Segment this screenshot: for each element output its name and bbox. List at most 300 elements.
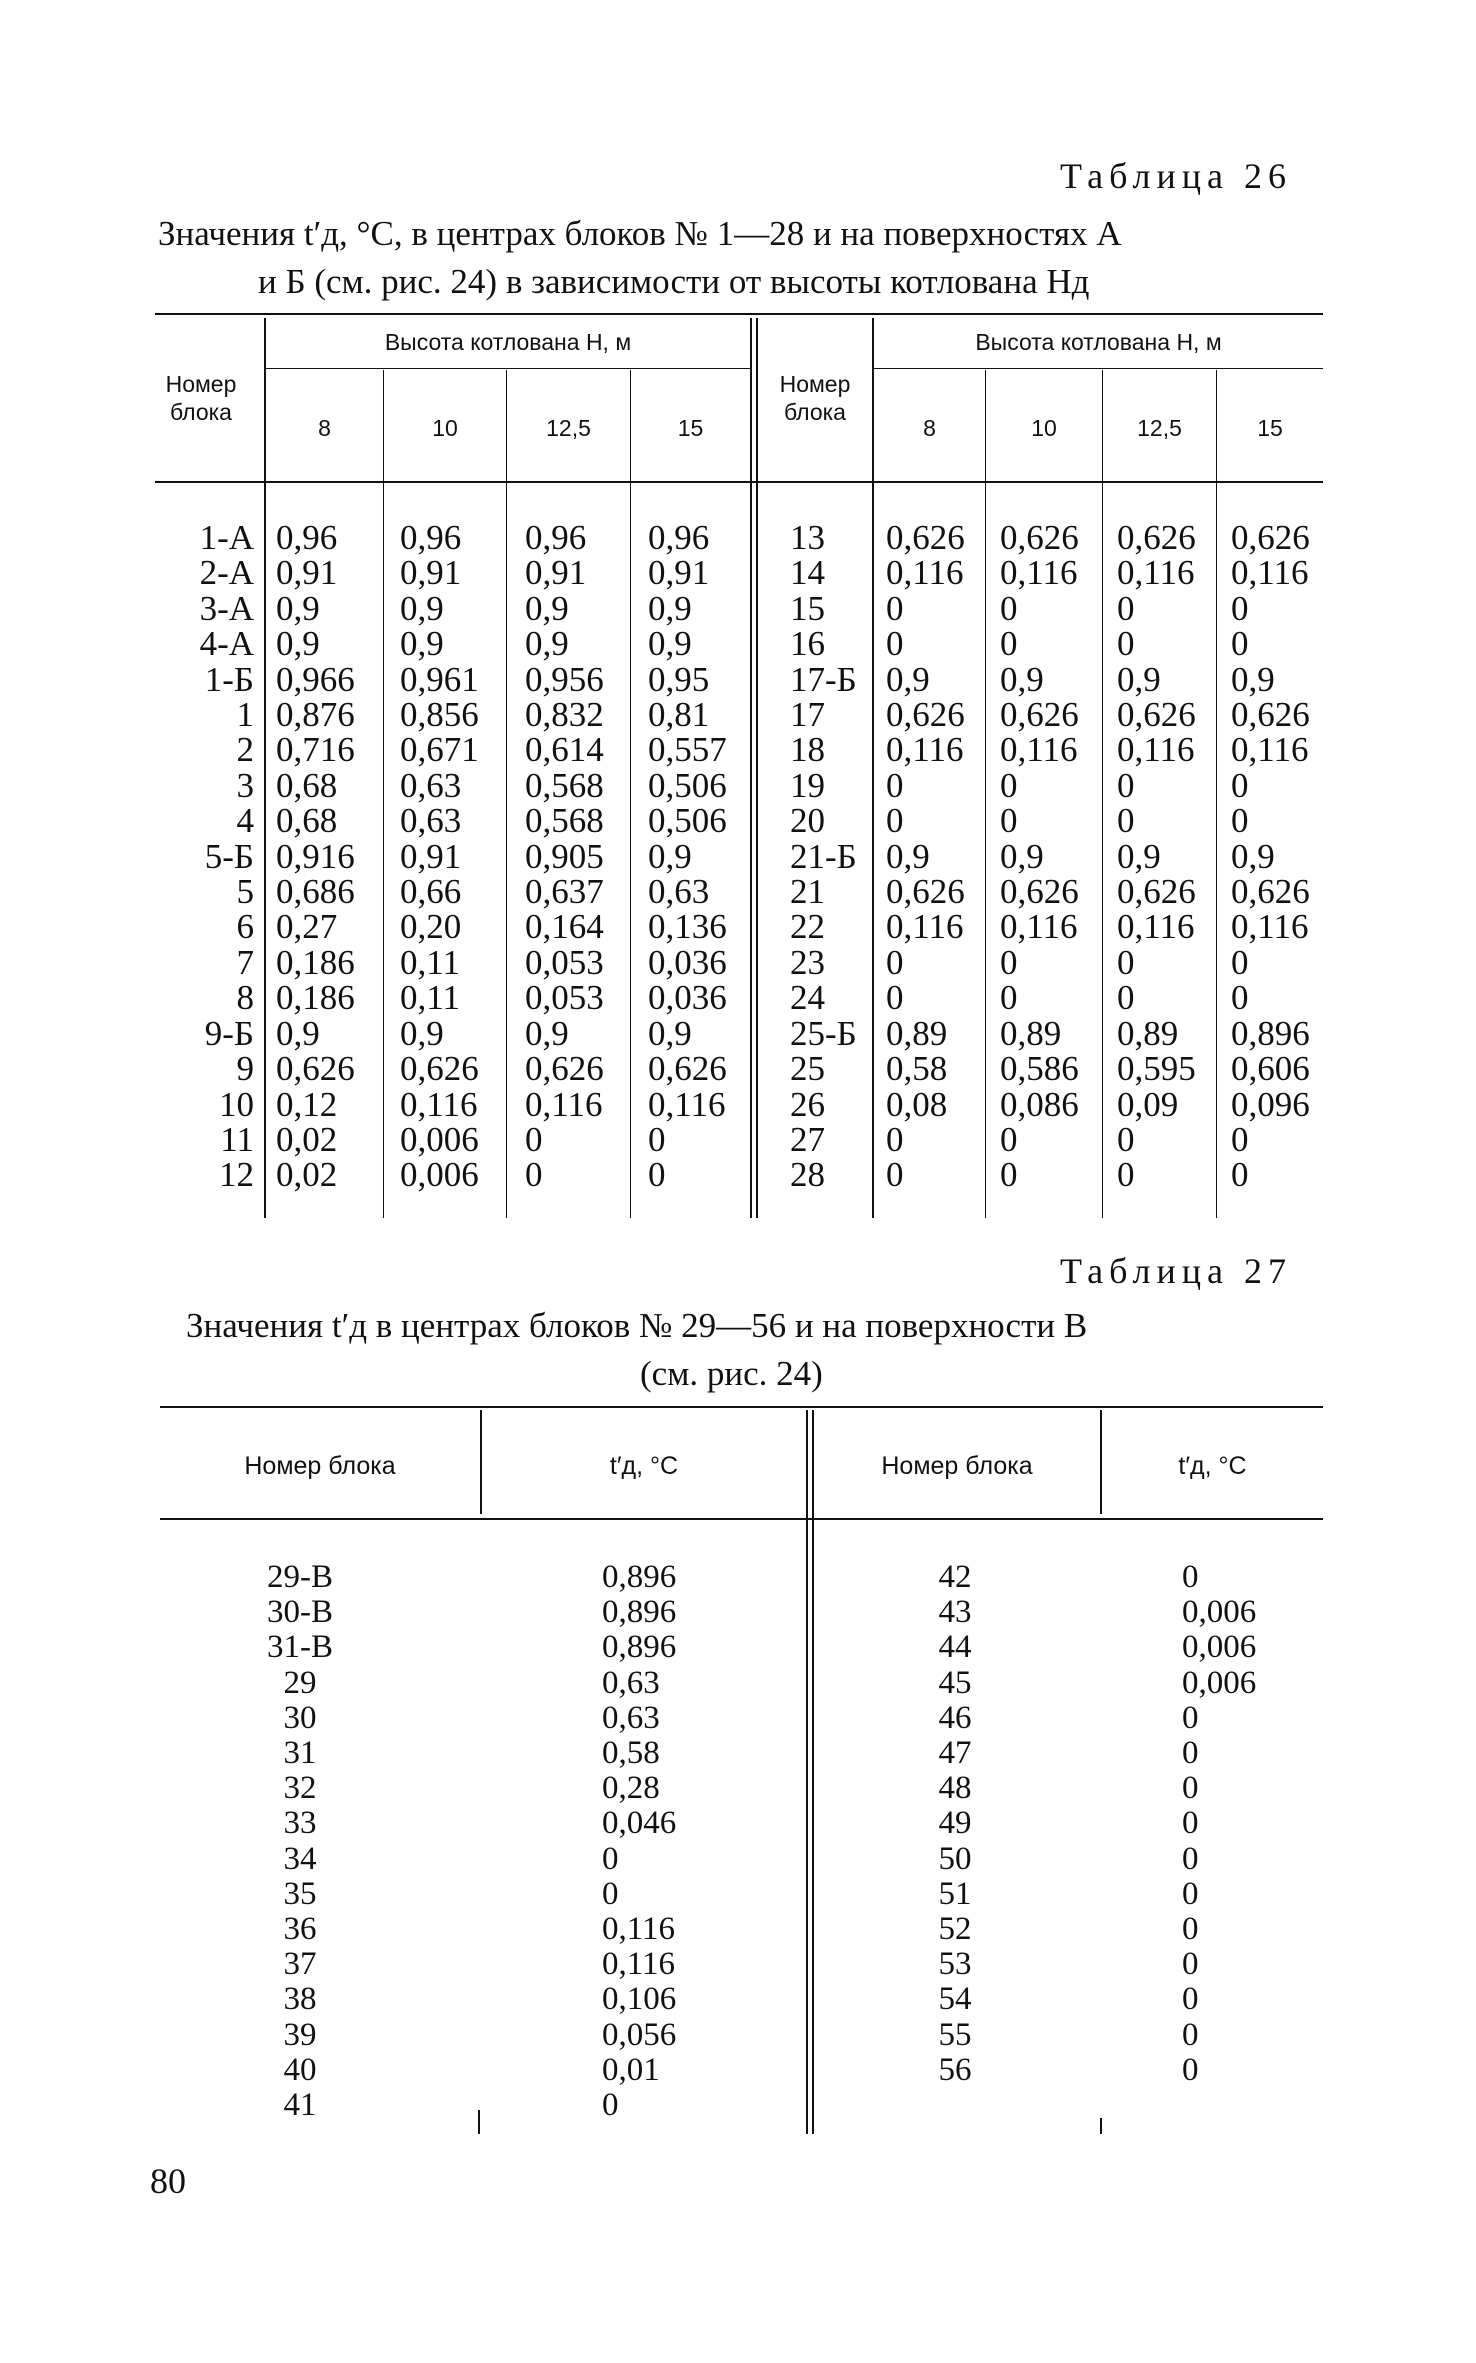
value-cell: 0,905 bbox=[525, 836, 604, 876]
value-cell: 0,96 bbox=[648, 518, 710, 557]
value-cell: 0,9 bbox=[886, 836, 930, 876]
value-cell: 0 bbox=[1117, 765, 1135, 805]
value-cell: 0 bbox=[886, 801, 904, 841]
value-cell: 0,626 bbox=[886, 695, 965, 735]
value-cell: 0 bbox=[602, 1875, 619, 1912]
t27-col-block-right: Номер блока bbox=[881, 1452, 1033, 1480]
block-number-cell: 41 bbox=[283, 2087, 317, 2124]
vrule bbox=[478, 2110, 480, 2134]
value-cell: 0 bbox=[1231, 624, 1249, 664]
value-cell: 0 bbox=[1182, 2051, 1199, 2088]
block-number-cell: 17 bbox=[790, 695, 825, 735]
value-cell: 0,626 bbox=[1231, 695, 1310, 735]
value-cell: 0,006 bbox=[1182, 1664, 1257, 1701]
value-cell: 0,9 bbox=[525, 588, 569, 628]
value-cell: 0,916 bbox=[276, 836, 355, 876]
block-number-cell: 3-А bbox=[199, 588, 254, 628]
block-number-cell: 36 bbox=[283, 1911, 317, 1948]
block-number-cell: 5-Б bbox=[204, 836, 254, 876]
value-cell: 0 bbox=[1182, 1770, 1199, 1807]
block-number-cell: 21-Б bbox=[790, 836, 857, 876]
t27-header-rule bbox=[160, 1518, 1323, 1520]
top-rule bbox=[155, 313, 1323, 315]
value-cell: 0 bbox=[1231, 765, 1249, 805]
value-cell: 0,9 bbox=[886, 659, 930, 699]
value-cell: 0 bbox=[886, 588, 904, 628]
value-cell: 0 bbox=[1000, 1155, 1018, 1195]
value-cell: 0,63 bbox=[602, 1664, 660, 1701]
t27-top-rule bbox=[160, 1406, 1323, 1408]
left-value-column-15 bbox=[648, 520, 727, 1193]
value-cell: 0,568 bbox=[525, 801, 604, 841]
value-cell: 0,626 bbox=[1117, 872, 1196, 912]
value-cell: 0,9 bbox=[276, 588, 320, 628]
value-cell: 0,58 bbox=[602, 1735, 660, 1772]
value-cell: 0 bbox=[648, 1119, 666, 1159]
value-cell: 0,96 bbox=[400, 518, 462, 557]
row-header-right: Номер блока bbox=[779, 371, 851, 425]
right-value-column-15 bbox=[1231, 520, 1310, 1193]
value-cell: 0,164 bbox=[525, 907, 604, 947]
block-number-cell: 25 bbox=[790, 1049, 825, 1089]
value-cell: 0 bbox=[1182, 1946, 1199, 1983]
value-cell: 0,95 bbox=[648, 659, 710, 699]
value-cell: 0 bbox=[1117, 942, 1135, 982]
block-number-cell: 16 bbox=[790, 624, 825, 664]
value-cell: 0 bbox=[1117, 1119, 1135, 1159]
block-number-cell: 3 bbox=[236, 765, 254, 805]
value-cell: 0 bbox=[886, 1155, 904, 1195]
value-cell: 0 bbox=[1117, 801, 1135, 841]
value-cell: 0,637 bbox=[525, 872, 604, 912]
value-cell: 0,626 bbox=[1000, 695, 1079, 735]
vrule bbox=[264, 318, 266, 1218]
value-cell: 0 bbox=[1000, 801, 1018, 841]
value-cell: 0,91 bbox=[276, 553, 338, 593]
value-cell: 0,896 bbox=[1231, 1013, 1310, 1053]
value-cell: 0,12 bbox=[276, 1084, 338, 1124]
value-cell: 0,9 bbox=[400, 624, 444, 664]
value-cell: 0,896 bbox=[602, 1629, 677, 1666]
value-cell: 0,63 bbox=[602, 1699, 660, 1736]
vrule bbox=[1216, 370, 1217, 1218]
block-number-cell: 24 bbox=[790, 978, 825, 1018]
block-number-cell: 2-А bbox=[199, 553, 254, 593]
value-cell: 0,626 bbox=[1117, 695, 1196, 735]
group-header-left: Высота котлована H, м bbox=[384, 329, 632, 355]
page-number: 80 bbox=[150, 2161, 186, 2201]
value-cell: 0 bbox=[1231, 801, 1249, 841]
value-cell: 0 bbox=[1117, 978, 1135, 1018]
value-cell: 0,626 bbox=[1000, 872, 1079, 912]
value-cell: 0,557 bbox=[648, 730, 727, 770]
value-cell: 0,66 bbox=[400, 872, 462, 912]
block-number-cell: 1-Б bbox=[204, 659, 254, 699]
vrule bbox=[630, 370, 631, 1218]
value-cell: 0,9 bbox=[648, 1013, 692, 1053]
block-number-cell: 40 bbox=[283, 2051, 317, 2088]
t27-col-value-left: t′д, °C bbox=[609, 1452, 679, 1480]
table27-title-line2: (см. рис. 24) bbox=[640, 1354, 823, 1393]
block-number-cell: 49 bbox=[938, 1805, 972, 1842]
value-cell: 0 bbox=[886, 624, 904, 664]
value-cell: 0,116 bbox=[1000, 730, 1078, 770]
value-cell: 0,89 bbox=[1117, 1013, 1179, 1053]
value-cell: 0,11 bbox=[400, 942, 460, 982]
block-number-cell: 26 bbox=[790, 1084, 825, 1124]
block-number-cell: 43 bbox=[938, 1594, 972, 1631]
value-cell: 0,116 bbox=[1117, 730, 1195, 770]
vrule bbox=[812, 1410, 814, 2134]
value-cell: 0,626 bbox=[276, 1049, 355, 1089]
block-number-cell: 19 bbox=[790, 765, 825, 805]
value-cell: 0 bbox=[1182, 1735, 1199, 1772]
block-number-cell: 9-Б bbox=[204, 1013, 254, 1053]
block-number-cell: 21 bbox=[790, 872, 825, 912]
value-cell: 0,9 bbox=[1000, 659, 1044, 699]
t27-col-value-right: t′д, °C bbox=[1178, 1452, 1247, 1480]
value-cell: 0 bbox=[1231, 942, 1249, 982]
block-number-cell: 54 bbox=[938, 1981, 972, 2018]
value-cell: 0,961 bbox=[400, 659, 479, 699]
value-cell: 0,9 bbox=[276, 1013, 320, 1053]
table27-title-line1: Значения t′д в центрах блоков № 29—56 и на поверхности В bbox=[186, 1306, 1088, 1345]
vrule bbox=[750, 318, 752, 1218]
right-value-column-8 bbox=[886, 520, 965, 1193]
value-cell: 0,9 bbox=[1000, 836, 1044, 876]
value-cell: 0,9 bbox=[1231, 836, 1275, 876]
value-cell: 0,036 bbox=[648, 978, 727, 1018]
left-value-column-8 bbox=[276, 520, 355, 1193]
block-number-cell: 32 bbox=[283, 1770, 317, 1807]
block-number-cell: 56 bbox=[938, 2051, 972, 2088]
block-number-cell: 55 bbox=[938, 2016, 972, 2053]
value-cell: 0 bbox=[1182, 2016, 1199, 2053]
value-cell: 0 bbox=[1000, 978, 1018, 1018]
left-block-column bbox=[150, 520, 254, 1193]
block-number-cell: 10 bbox=[219, 1084, 254, 1124]
value-cell: 0,9 bbox=[525, 1013, 569, 1053]
value-cell: 0,832 bbox=[525, 695, 604, 735]
block-number-cell: 28 bbox=[790, 1155, 825, 1195]
value-cell: 0,956 bbox=[525, 659, 604, 699]
value-cell: 0,116 bbox=[1231, 730, 1309, 770]
block-number-cell: 34 bbox=[283, 1840, 317, 1877]
value-cell: 0,27 bbox=[276, 907, 338, 947]
value-cell: 0,9 bbox=[400, 588, 444, 628]
value-cell: 0,116 bbox=[602, 1946, 676, 1983]
block-number-cell: 17-Б bbox=[790, 659, 857, 699]
value-cell: 0 bbox=[1182, 1840, 1199, 1877]
value-cell: 0,614 bbox=[525, 730, 604, 770]
value-cell: 0 bbox=[886, 942, 904, 982]
block-number-cell: 45 bbox=[938, 1664, 972, 1701]
value-cell: 0 bbox=[1182, 1805, 1199, 1842]
value-cell: 0,116 bbox=[886, 553, 964, 593]
t27-right-block-column bbox=[900, 1560, 1010, 2088]
vrule bbox=[506, 370, 507, 1218]
value-cell: 0 bbox=[1117, 1155, 1135, 1195]
value-cell: 0 bbox=[1231, 588, 1249, 628]
block-number-cell: 29 bbox=[283, 1664, 317, 1701]
block-number-cell: 6 bbox=[236, 907, 254, 947]
vrule bbox=[806, 1410, 808, 2134]
value-cell: 0,116 bbox=[886, 730, 964, 770]
value-cell: 0 bbox=[525, 1119, 543, 1159]
block-number-cell: 12 bbox=[219, 1155, 254, 1195]
t27-left-block-column bbox=[240, 1560, 360, 2123]
block-number-cell: 46 bbox=[938, 1699, 972, 1736]
block-number-cell: 4 bbox=[236, 801, 254, 841]
value-cell: 0,606 bbox=[1231, 1049, 1310, 1089]
block-number-cell: 51 bbox=[938, 1875, 972, 1912]
value-cell: 0,96 bbox=[525, 518, 587, 557]
value-cell: 0,116 bbox=[602, 1911, 676, 1948]
vrule bbox=[756, 318, 758, 1218]
vrule bbox=[985, 370, 986, 1218]
value-cell: 0,91 bbox=[400, 553, 462, 593]
height-col: 8 bbox=[923, 415, 936, 441]
height-col: 10 bbox=[432, 415, 458, 441]
value-cell: 0 bbox=[1231, 1119, 1249, 1159]
value-cell: 0,896 bbox=[602, 1594, 677, 1631]
value-cell: 0,9 bbox=[648, 588, 692, 628]
value-cell: 0,506 bbox=[648, 801, 727, 841]
value-cell: 0,63 bbox=[648, 872, 710, 912]
value-cell: 0,568 bbox=[525, 765, 604, 805]
block-number-cell: 53 bbox=[938, 1946, 972, 1983]
block-number-cell: 5 bbox=[236, 872, 254, 912]
value-cell: 0,966 bbox=[276, 659, 355, 699]
value-cell: 0,63 bbox=[400, 801, 462, 841]
block-number-cell: 47 bbox=[938, 1735, 972, 1772]
value-cell: 0,11 bbox=[400, 978, 460, 1018]
block-number-cell: 31-В bbox=[267, 1629, 333, 1666]
value-cell: 0 bbox=[1182, 1911, 1199, 1948]
value-cell: 0,856 bbox=[400, 695, 479, 735]
value-cell: 0,053 bbox=[525, 978, 604, 1018]
block-number-cell: 48 bbox=[938, 1770, 972, 1807]
block-number-cell: 30 bbox=[283, 1699, 317, 1736]
value-cell: 0,116 bbox=[1117, 553, 1195, 593]
value-cell: 0,116 bbox=[1000, 553, 1078, 593]
value-cell: 0,01 bbox=[602, 2051, 660, 2088]
block-number-cell: 11 bbox=[220, 1119, 254, 1159]
block-number-cell: 15 bbox=[790, 588, 825, 628]
block-number-cell: 27 bbox=[790, 1119, 825, 1159]
value-cell: 0,106 bbox=[602, 1981, 677, 2018]
value-cell: 0,056 bbox=[602, 2016, 677, 2053]
value-cell: 0 bbox=[648, 1155, 666, 1195]
value-cell: 0,9 bbox=[400, 1013, 444, 1053]
value-cell: 0,626 bbox=[1117, 518, 1196, 557]
block-number-cell: 52 bbox=[938, 1911, 972, 1948]
right-value-column-12-5 bbox=[1117, 520, 1196, 1193]
value-cell: 0,28 bbox=[602, 1770, 660, 1807]
height-col: 10 bbox=[1031, 415, 1057, 441]
block-number-cell: 44 bbox=[938, 1629, 972, 1666]
value-cell: 0,096 bbox=[1231, 1084, 1310, 1124]
value-cell: 0,89 bbox=[886, 1013, 948, 1053]
vrule bbox=[383, 370, 384, 1218]
height-col: 15 bbox=[1257, 415, 1283, 441]
table26-title-line2: и Б (см. рис. 24) в зависимости от высоты котлована Hд bbox=[258, 262, 1090, 301]
value-cell: 0,9 bbox=[1117, 836, 1161, 876]
t27-col-block-left: Номер блока bbox=[244, 1452, 396, 1480]
value-cell: 0,9 bbox=[1231, 659, 1275, 699]
value-cell: 0,81 bbox=[648, 695, 710, 735]
value-cell: 0 bbox=[1000, 1119, 1018, 1159]
value-cell: 0,686 bbox=[276, 872, 355, 912]
value-cell: 0,876 bbox=[276, 695, 355, 735]
block-number-cell: 42 bbox=[938, 1559, 972, 1595]
block-number-cell: 33 bbox=[283, 1805, 317, 1842]
value-cell: 0,116 bbox=[1117, 907, 1195, 947]
block-number-cell: 9 bbox=[236, 1049, 254, 1089]
value-cell: 0 bbox=[886, 765, 904, 805]
block-number-cell: 1 bbox=[236, 695, 254, 735]
value-cell: 0,626 bbox=[525, 1049, 604, 1089]
value-cell: 0,586 bbox=[1000, 1049, 1079, 1089]
block-number-cell: 2 bbox=[236, 730, 254, 770]
value-cell: 0,136 bbox=[648, 907, 727, 947]
group-rule-right bbox=[872, 368, 1323, 369]
value-cell: 0,96 bbox=[276, 518, 338, 557]
group-header-right: Высота котлована H, м bbox=[975, 329, 1222, 355]
value-cell: 0 bbox=[1182, 1559, 1199, 1595]
value-cell: 0 bbox=[1000, 588, 1018, 628]
value-cell: 0,116 bbox=[1231, 553, 1309, 593]
value-cell: 0,91 bbox=[525, 553, 587, 593]
value-cell: 0,63 bbox=[400, 765, 462, 805]
left-value-column-12-5 bbox=[525, 520, 604, 1193]
value-cell: 0,186 bbox=[276, 942, 355, 982]
value-cell: 0,9 bbox=[276, 624, 320, 664]
block-number-cell: 14 bbox=[790, 553, 825, 593]
vrule bbox=[872, 318, 874, 1218]
group-rule-left bbox=[264, 368, 750, 369]
right-block-column bbox=[762, 520, 866, 1193]
block-number-cell: 8 bbox=[236, 978, 254, 1018]
block-number-cell: 37 bbox=[283, 1946, 317, 1983]
block-number-cell: 22 bbox=[790, 907, 825, 947]
t27-right-value-column bbox=[1182, 1560, 1256, 2088]
value-cell: 0 bbox=[886, 978, 904, 1018]
value-cell: 0 bbox=[602, 1840, 619, 1877]
value-cell: 0,68 bbox=[276, 801, 338, 841]
value-cell: 0,626 bbox=[886, 518, 965, 557]
value-cell: 0,09 bbox=[1117, 1084, 1179, 1124]
value-cell: 0 bbox=[602, 2087, 619, 2124]
vrule bbox=[1100, 2118, 1102, 2134]
block-number-cell: 7 bbox=[236, 942, 254, 982]
value-cell: 0,716 bbox=[276, 730, 355, 770]
value-cell: 0,116 bbox=[886, 907, 964, 947]
value-cell: 0,186 bbox=[276, 978, 355, 1018]
value-cell: 0,626 bbox=[1000, 518, 1079, 557]
value-cell: 0,08 bbox=[886, 1084, 948, 1124]
value-cell: 0 bbox=[1000, 942, 1018, 982]
height-col: 12,5 bbox=[546, 415, 591, 441]
table26-title-line1: Значения t′д, °C, в центрах блоков № 1—28 и на поверхностях А bbox=[158, 214, 1122, 253]
value-cell: 0,116 bbox=[400, 1084, 478, 1124]
value-cell: 0,006 bbox=[400, 1155, 479, 1195]
block-number-cell: 13 bbox=[790, 518, 825, 557]
block-number-cell: 39 bbox=[283, 2016, 317, 2053]
value-cell: 0,9 bbox=[648, 624, 692, 664]
value-cell: 0,626 bbox=[648, 1049, 727, 1089]
value-cell: 0,91 bbox=[648, 553, 710, 593]
block-number-cell: 29-В bbox=[267, 1559, 333, 1595]
value-cell: 0,9 bbox=[1117, 659, 1161, 699]
height-col: 8 bbox=[318, 415, 331, 441]
value-cell: 0,02 bbox=[276, 1155, 338, 1195]
right-value-column-10 bbox=[1000, 520, 1079, 1193]
value-cell: 0,006 bbox=[1182, 1629, 1257, 1666]
value-cell: 0,68 bbox=[276, 765, 338, 805]
value-cell: 0,116 bbox=[1231, 907, 1309, 947]
block-number-cell: 20 bbox=[790, 801, 825, 841]
block-number-cell: 35 bbox=[283, 1875, 317, 1912]
block-number-cell: 30-В bbox=[267, 1594, 333, 1631]
value-cell: 0,671 bbox=[400, 730, 479, 770]
value-cell: 0 bbox=[1000, 624, 1018, 664]
block-number-cell: 23 bbox=[790, 942, 825, 982]
value-cell: 0 bbox=[1000, 765, 1018, 805]
value-cell: 0 bbox=[886, 1119, 904, 1159]
value-cell: 0 bbox=[1117, 588, 1135, 628]
value-cell: 0,896 bbox=[602, 1559, 677, 1595]
value-cell: 0 bbox=[1231, 978, 1249, 1018]
block-number-cell: 50 bbox=[938, 1840, 972, 1877]
table27-label: Таблица 27 bbox=[1060, 1251, 1292, 1291]
value-cell: 0,036 bbox=[648, 942, 727, 982]
value-cell: 0,506 bbox=[648, 765, 727, 805]
value-cell: 0,116 bbox=[1000, 907, 1078, 947]
value-cell: 0,20 bbox=[400, 907, 462, 947]
value-cell: 0,91 bbox=[400, 836, 462, 876]
vrule bbox=[1102, 370, 1103, 1218]
value-cell: 0,086 bbox=[1000, 1084, 1079, 1124]
height-col: 12,5 bbox=[1137, 415, 1182, 441]
block-number-cell: 25-Б bbox=[790, 1013, 857, 1053]
left-value-column-10 bbox=[400, 520, 479, 1193]
block-number-cell: 38 bbox=[283, 1981, 317, 2018]
value-cell: 0,626 bbox=[1231, 518, 1310, 557]
block-number-cell: 31 bbox=[283, 1735, 317, 1772]
value-cell: 0 bbox=[1182, 1699, 1199, 1736]
block-number-cell: 18 bbox=[790, 730, 825, 770]
table26-label: Таблица 26 bbox=[1060, 156, 1292, 196]
value-cell: 0,02 bbox=[276, 1119, 338, 1159]
value-cell: 0,046 bbox=[602, 1805, 677, 1842]
value-cell: 0,116 bbox=[648, 1084, 726, 1124]
value-cell: 0 bbox=[1182, 1981, 1199, 2018]
value-cell: 0 bbox=[525, 1155, 543, 1195]
value-cell: 0,9 bbox=[525, 624, 569, 664]
header-rule bbox=[155, 481, 1323, 483]
block-number-cell: 1-А bbox=[199, 518, 254, 557]
value-cell: 0,89 bbox=[1000, 1013, 1062, 1053]
block-number-cell: 4-А bbox=[199, 624, 254, 664]
value-cell: 0 bbox=[1231, 1155, 1249, 1195]
value-cell: 0,116 bbox=[525, 1084, 603, 1124]
t27-left-value-column bbox=[602, 1560, 676, 2123]
value-cell: 0,595 bbox=[1117, 1049, 1196, 1089]
value-cell: 0,053 bbox=[525, 942, 604, 982]
value-cell: 0,9 bbox=[648, 836, 692, 876]
value-cell: 0,58 bbox=[886, 1049, 948, 1089]
